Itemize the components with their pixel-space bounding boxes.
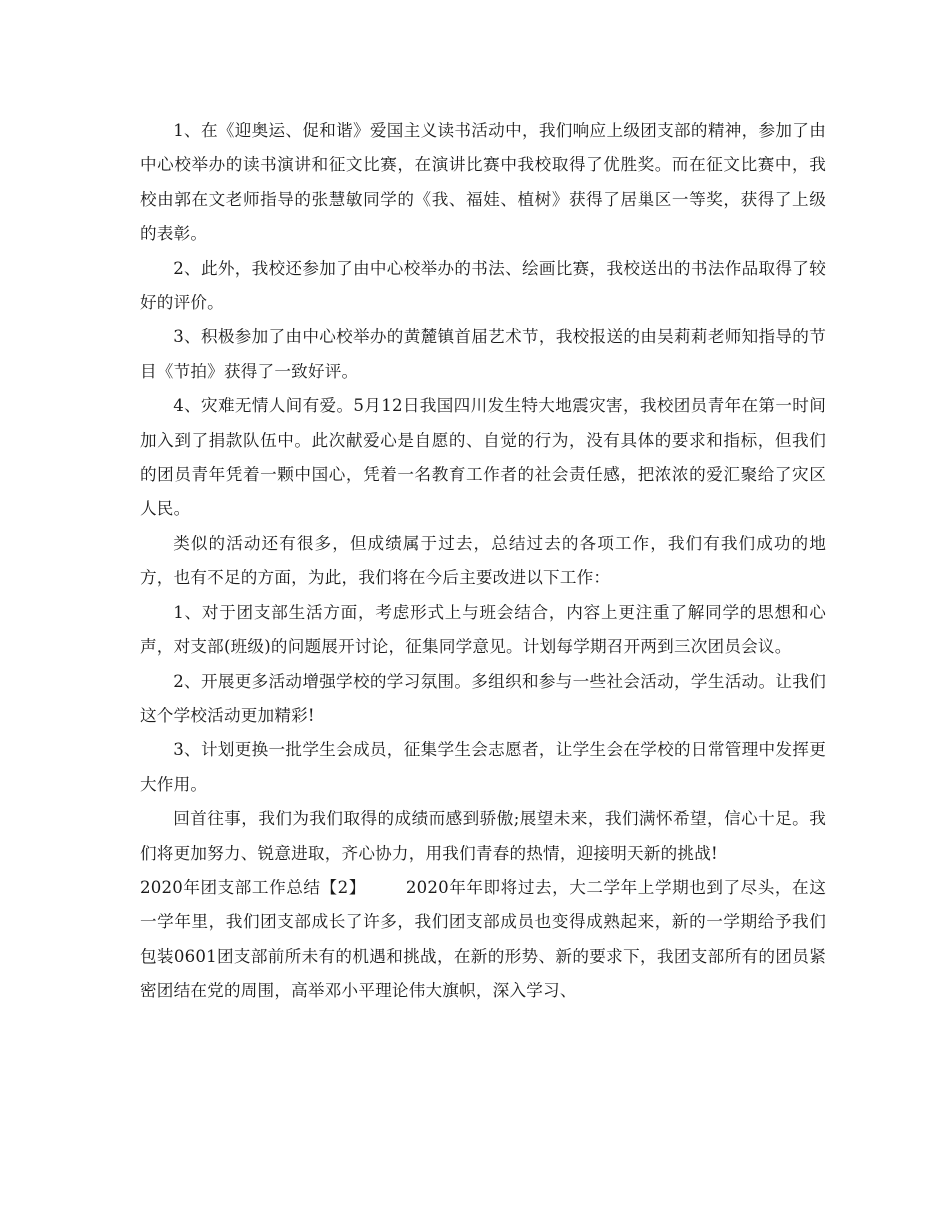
- paragraph-conclusion: 回首往事，我们为我们取得的成绩而感到骄傲;展望未来，我们满怀希望，信心十足。我们将更加努力、锐意进取，齐心协力，用我们青春的热情，迎接明天新的挑战!: [140, 809, 826, 863]
- section-two: [140, 871, 826, 1009]
- paragraph-summary-intro: 类似的活动还有很多，但成绩属于过去，总结过去的各项工作，我们有我们成功的地方，也有不足的方面，为此，我们将在今后主要改进以下工作：: [140, 533, 826, 588]
- paragraph-calligraphy-contest: 2、此外，我校还参加了由中心校举办的书法、绘画比赛，我校送出的书法作品取得了较好的评价。: [140, 258, 826, 313]
- paragraph-art-festival: 3、积极参加了由中心校举办的黄麓镇首届艺术节，我校报送的由吴莉莉老师知指导的节目《节拍》获得了一致好评。: [140, 327, 826, 381]
- paragraph-reading-activity: 1、在《迎奥运、促和谐》爱国主义读书活动中，我们响应上级团支部的精神，参加了由中心校举办的读书演讲和征文比赛，在演讲比赛中我校取得了优胜奖。而在征文比赛中，我校由郭在文老师指导的张慧敏同学的《我、福娃、植树》获得了居巢区一等奖，获得了上级的表彰。: [140, 121, 826, 244]
- document-body: [140, 114, 826, 1009]
- paragraph-plan-activities: 2、开展更多活动增强学校的学习氛围。多组织和参与一些社会活动，学生活动。让我们这个学校活动更加精彩!: [140, 671, 826, 725]
- section-heading: 2020年团支部工作总结【2】: [140, 877, 366, 897]
- paragraph-plan-branch-life: 1、对于团支部生活方面，考虑形式上与班会结合，内容上更注重了解同学的思想和心声，对支部(班级)的问题展开讨论，征集同学意见。计划每学期召开两到三次团员会议。: [140, 602, 826, 657]
- paragraph-earthquake-donation: 4、灾难无情人间有爱。5月12日我国四川发生特大地震灾害，我校团员青年在第一时间加入到了捐款队伍中。此次献爱心是自愿的、自觉的行为，没有具体的要求和指标，但我们的团员青年凭着一颗中国心，凭着一名教育工作者的社会责任感，把浓浓的爱汇聚给了灾区人民。: [140, 396, 826, 519]
- paragraph-plan-student-union: 3、计划更换一批学生会成员，征集学生会志愿者，让学生会在学校的日常管理中发挥更大作用。: [140, 740, 826, 794]
- section-body: 2020年年即将过去，大二学年上学期也到了尽头，在这一学年里，我们团支部成长了许多，我们团支部成员也变得成熟起来，新的一学期给予我们包装0601团支部前所未有的机遇和挑战，在新的形势、新的要求下，我团支部所有的团员紧密团结在党的周围，高举邓小平理论伟大旗帜，深入学习、: [140, 877, 826, 1001]
